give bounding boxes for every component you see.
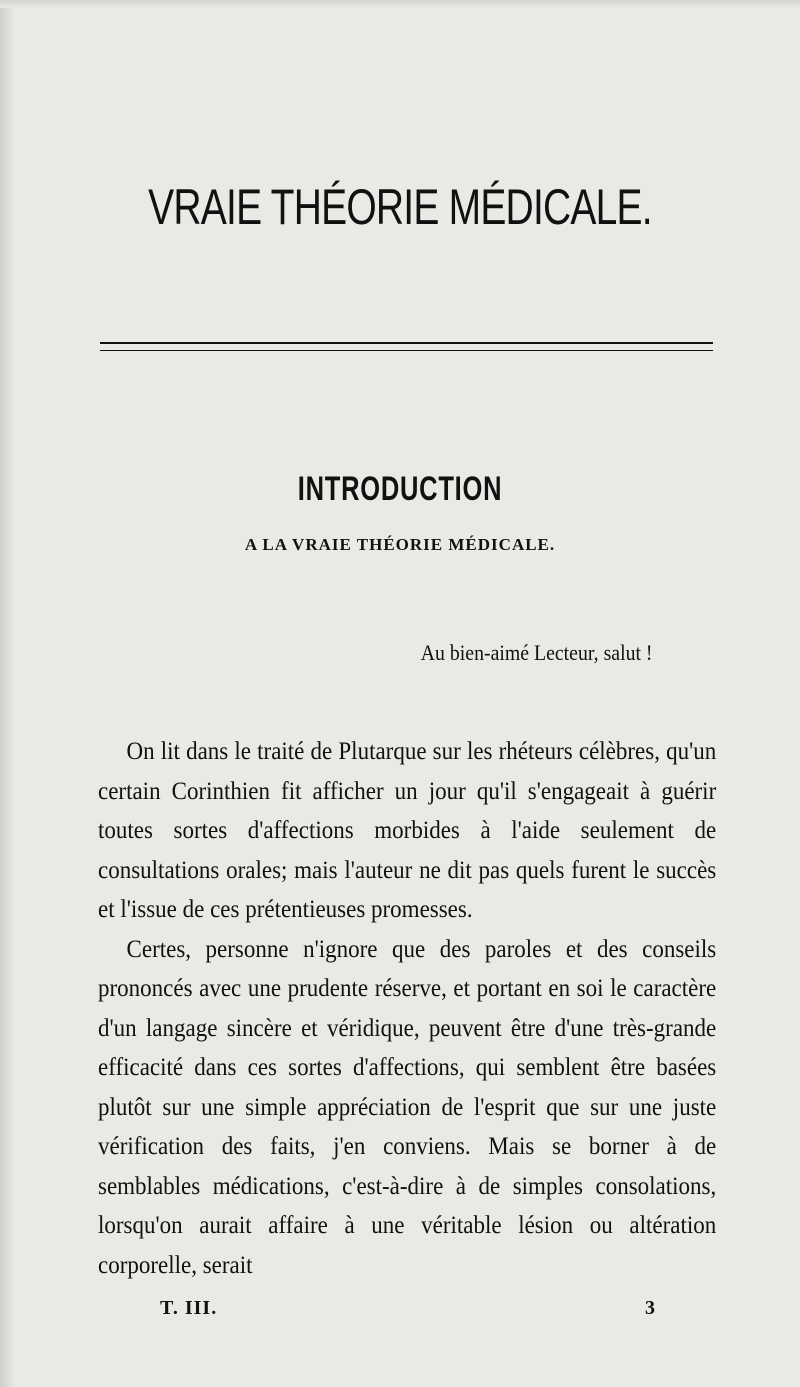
main-title: VRAIE THÉORIE MÉDICALE.	[148, 179, 652, 235]
paragraph: Certes, personne n'ignore que des paroles et des conseils prononcés avec une prudente réserve, et portant en soi le caractère d'un langage sincère et véridique, peuvent être d'une très-grande efficacité dans ces sortes d'affections, qui semblent être basées plutôt sur une simple appréciation de l'esprit que sur une juste vérification des faits, j'en conviens. Mais se borner à de semblables médications, c'est-à-dire à de simples consolations, lorsqu'on aurait affaire à une véritable lésion ou altération corporelle, serait	[98, 935, 717, 1279]
section-subtitle: A LA VRAIE THÉORIE MÉDICALE.	[244, 535, 556, 554]
footer-volume-mark: T. III.	[160, 1297, 218, 1319]
page-edge-shadow	[0, 0, 14, 1387]
salutation: Au bien-aimé Lecteur, salut !	[421, 640, 653, 665]
body-text	[98, 732, 716, 1285]
paragraph: On lit dans le traité de Plutarque sur les rhéteurs célèbres, qu'un certain Corinthien fit afficher un jour qu'il s'engageait à guérir toutes sortes d'affections morbides à l'aide seulement de consultations orales; mais l'auteur ne dit pas quels furent le succès et l'issue de ces prétentieuses promesses.	[98, 738, 717, 923]
footer-signature-mark: 3	[645, 1297, 655, 1319]
double-rule-divider	[100, 342, 713, 351]
page-top-shadow	[0, 0, 800, 8]
section-title: INTRODUCTION	[297, 470, 503, 508]
